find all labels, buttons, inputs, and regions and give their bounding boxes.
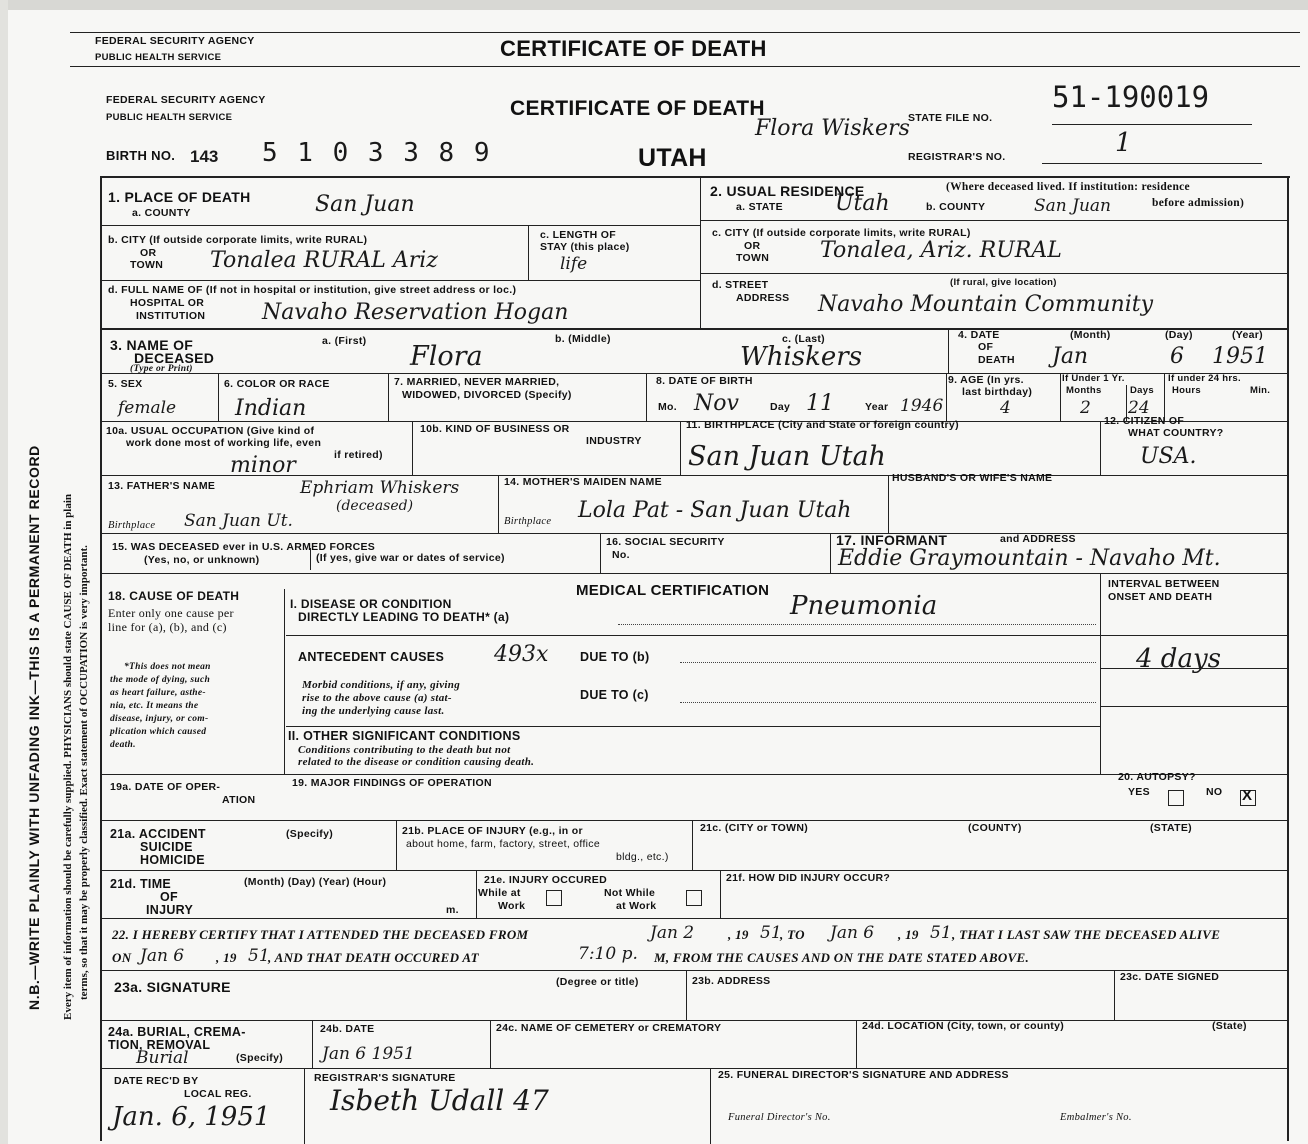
spouse-name-label: HUSBAND'S OR WIFE'S NAME <box>892 472 1053 484</box>
middle-name-label: b. (Middle) <box>555 333 611 345</box>
registrar-label: REGISTRAR'S NO. <box>908 151 1006 163</box>
mother-name-label: 14. MOTHER'S MAIDEN NAME <box>504 476 662 488</box>
state-name: UTAH <box>638 144 707 172</box>
length-of-stay-label-2: STAY (this place) <box>540 241 630 253</box>
residence-city-or: OR <box>744 240 761 252</box>
state-code: 5 1 0 3 3 8 9 <box>262 138 492 168</box>
signature-label: 23a. SIGNATURE <box>114 979 231 995</box>
cause-note-9: death. <box>110 740 136 750</box>
suicide-label: SUICIDE <box>140 840 193 854</box>
time-of-injury-m: m. <box>446 904 459 916</box>
street-address-note: (If rural, give location) <box>950 277 1057 288</box>
name-of-deceased-label-2: DECEASED <box>134 350 215 366</box>
medical-certification-title: MEDICAL CERTIFICATION <box>576 582 770 599</box>
age-label: 9. AGE (In yrs. <box>948 374 1024 386</box>
residence-city-value: Tonalea, Ariz. RURAL <box>820 238 1062 263</box>
signature-degree: (Degree or title) <box>556 976 639 988</box>
dob-day-label: Day <box>770 401 791 413</box>
dob-year: 1946 <box>900 396 944 416</box>
interval-label: INTERVAL BETWEEN <box>1108 578 1220 590</box>
armed-forces-label-3: (If yes, give war or dates of service) <box>316 552 505 564</box>
city-town: TOWN <box>130 259 164 271</box>
hospital-label-3: INSTITUTION <box>136 310 206 322</box>
certify-line-2b: , 19 <box>216 950 237 965</box>
time-of-injury-of: OF <box>160 890 178 904</box>
hospital-label-2: HOSPITAL OR <box>130 297 205 309</box>
business-label-2: INDUSTRY <box>586 435 642 447</box>
date-of-death-label-3: DEATH <box>978 354 1015 366</box>
city-label: b. CITY (If outside corporate limits, write RURAL) <box>108 234 368 246</box>
citizen-label-2: WHAT COUNTRY? <box>1128 427 1224 439</box>
disease-label-2: DIRECTLY LEADING TO DEATH* (a) <box>298 610 510 624</box>
dob-day: 11 <box>806 391 834 416</box>
under-1yr-label: If Under 1 Yr. <box>1062 373 1125 384</box>
age-value: 4 <box>1000 398 1011 418</box>
county-label: a. COUNTY <box>132 207 191 219</box>
certify-to: Jan 6 <box>830 923 875 943</box>
date-signed-label: 23c. DATE SIGNED <box>1120 971 1220 983</box>
last-name-value: Whiskers <box>740 342 863 372</box>
funeral-director-no: Funeral Director's No. <box>728 1112 831 1123</box>
how-injury-label: 21f. HOW DID INJURY OCCUR? <box>726 872 891 884</box>
injury-occurred-label: 21e. INJURY OCCURED <box>484 874 607 886</box>
certify-line-1b: , 19 <box>728 927 749 942</box>
burial-state-label: (State) <box>1212 1020 1247 1032</box>
injury-at-work: at Work <box>616 900 657 912</box>
autopsy-no-label: NO <box>1206 786 1223 798</box>
marital-label: 7. MARRIED, NEVER MARRIED, <box>394 376 560 388</box>
cause-note-6: nia, etc. It means the <box>110 701 199 711</box>
birth-no: 143 <box>190 147 219 166</box>
length-of-stay-value: life <box>560 254 588 274</box>
cause-note-5: as heart failure, asthe- <box>110 688 206 698</box>
father-birthplace-value: San Juan Ut. <box>184 511 293 531</box>
county-value: San Juan <box>315 192 415 217</box>
death-year: 1951 <box>1212 344 1268 369</box>
interval-value: 4 days <box>1136 644 1221 674</box>
injury-at-work-checkbox[interactable] <box>546 890 562 906</box>
informant-value: Eddie Graymountain - Navaho Mt. <box>838 546 1221 571</box>
days-label: Days <box>1130 385 1154 396</box>
death-month: Jan <box>1052 344 1089 369</box>
state-file-no: 51-190019 <box>1052 80 1210 114</box>
burial-date-value: Jan 6 1951 <box>322 1044 415 1064</box>
occupation-label: 10a. USUAL OCCUPATION (Give kind of <box>106 425 315 437</box>
city-value: Tonalea RURAL Ariz <box>210 248 438 273</box>
certify-line-1c: , TO <box>780 927 805 942</box>
burial-label-2: TION, REMOVAL <box>108 1038 211 1052</box>
injury-while-at: While at <box>478 887 521 899</box>
last-name-label: c. (Last) <box>782 333 825 345</box>
name-handwritten: Flora Wiskers <box>755 116 910 141</box>
occupation-label-3: if retired) <box>334 449 383 461</box>
cause-note-3: *This does not mean <box>124 662 211 672</box>
armed-forces-label-2: (Yes, no, or unknown) <box>144 554 260 566</box>
under-24hrs-label: If under 24 hrs. <box>1168 373 1241 384</box>
autopsy-label: 20. AUTOPSY? <box>1118 771 1196 783</box>
months-value: 2 <box>1080 398 1091 418</box>
certify-line-1a: 22. I HEREBY CERTIFY THAT I ATTENDED THE DECEASED FROM <box>112 927 529 942</box>
residence-city-town: TOWN <box>736 252 770 264</box>
time-of-injury-cols: (Month) (Day) (Year) (Hour) <box>244 876 387 888</box>
permanent-record-notice: N.B.—WRITE PLAINLY WITH UNFADING INK—THIS IS A PERMANENT RECORD <box>26 445 42 1010</box>
morbid-note-2: rise to the above cause (a) stat- <box>302 692 452 704</box>
min-label: Min. <box>1250 385 1271 396</box>
death-day: 6 <box>1170 344 1184 369</box>
death-day-label: (Day) <box>1165 329 1193 341</box>
father-name-label: 13. FATHER'S NAME <box>108 480 216 492</box>
place-of-injury-label-3: bldg., etc.) <box>616 851 669 863</box>
registrar-signature-value: Isbeth Udall 47 <box>330 1084 549 1117</box>
hours-label: Hours <box>1172 385 1201 396</box>
disease-label: I. DISEASE OR CONDITION <box>290 597 452 611</box>
race-label: 6. COLOR OR RACE <box>224 378 330 390</box>
usual-residence-note-2: before admission) <box>1152 197 1245 209</box>
state-file-label: STATE FILE NO. <box>908 112 993 124</box>
months-label: Months <box>1066 385 1102 396</box>
autopsy-yes-label: YES <box>1128 786 1150 798</box>
injury-county-label: (COUNTY) <box>968 822 1022 834</box>
date-received-label: DATE REC'D BY <box>114 1075 199 1087</box>
citizen-value: USA. <box>1140 444 1197 469</box>
autopsy-yes-checkbox[interactable] <box>1168 790 1184 806</box>
first-name-value: Flora <box>410 341 483 372</box>
due-to-b: DUE TO (b) <box>580 650 650 664</box>
place-of-injury-label-2: about home, farm, factory, street, office <box>406 838 600 850</box>
burial-location-label: 24d. LOCATION (City, town, or county) <box>862 1020 1065 1032</box>
certify-line-1e: , THAT I LAST SAW THE DECEASED ALIVE <box>952 927 1221 942</box>
first-name-label: a. (First) <box>322 335 367 347</box>
street-address-label: d. STREET <box>712 279 769 291</box>
citizen-label: 12. CITIZEN OF <box>1104 415 1185 427</box>
informant-label: 17. INFORMANT <box>836 532 948 548</box>
dob-label: 8. DATE OF BIRTH <box>656 375 753 387</box>
certify-on: Jan 6 <box>140 946 185 966</box>
burial-value: Burial <box>136 1048 189 1068</box>
injury-not-while: Not While <box>604 887 656 899</box>
cemetery-label: 24c. NAME OF CEMETERY or CREMATORY <box>496 1022 722 1034</box>
armed-forces-label: 15. WAS DECEASED ever in U.S. ARMED FORCES <box>112 541 376 553</box>
certify-from: Jan 2 <box>650 923 695 943</box>
burial-label: 24a. BURIAL, CREMA- <box>108 1025 246 1039</box>
date-of-death-label: 4. DATE <box>958 329 1000 341</box>
place-of-death-label: 1. PLACE OF DEATH <box>108 189 251 205</box>
father-name-note: (deceased) <box>336 498 414 514</box>
morbid-note-3: ing the underlying cause last. <box>302 705 445 717</box>
accident-label: 21a. ACCIDENT <box>110 827 206 841</box>
residence-county-value: San Juan <box>1034 196 1111 216</box>
date-received-label-2: LOCAL REG. <box>184 1088 252 1100</box>
certify-line-2a: ON <box>112 950 132 965</box>
name-type-note: (Type or Print) <box>130 364 193 374</box>
page-title: CERTIFICATE OF DEATH <box>510 97 765 120</box>
length-of-stay-label: c. LENGTH OF <box>540 229 616 241</box>
homicide-label: HOMICIDE <box>140 853 205 867</box>
certify-line-2c: , AND THAT DEATH OCCURED AT <box>268 950 479 965</box>
social-security-no-label: No. <box>612 549 630 561</box>
accident-specify: (Specify) <box>286 828 334 840</box>
birthplace-value: San Juan Utah <box>688 441 886 472</box>
operation-date-label: 19a. DATE OF OPER- <box>110 781 221 793</box>
age-label-2: last birthday) <box>962 386 1033 398</box>
cause-note-7: disease, injury, or com- <box>110 714 209 724</box>
mother-birthplace-label: Birthplace <box>504 516 552 527</box>
dob-mo: Nov <box>694 391 739 416</box>
city-or: OR <box>140 247 157 259</box>
operation-date-label-2: ATION <box>222 794 256 806</box>
burial-specify: (Specify) <box>236 1052 284 1064</box>
injury-city-label: 21c. (CITY or TOWN) <box>700 822 808 834</box>
due-to-c: DUE TO (c) <box>580 688 649 702</box>
autopsy-no-mark: X <box>1242 787 1253 804</box>
title-top: CERTIFICATE OF DEATH <box>500 36 767 61</box>
residence-city-label: c. CITY (If outside corporate limits, write RURAL) <box>712 227 971 239</box>
sex-label: 5. SEX <box>108 378 143 390</box>
certify-on-year: 51 <box>248 946 270 966</box>
place-of-injury-label: 21b. PLACE OF INJURY (e.g., in or <box>402 825 583 837</box>
operation-findings-label: 19. MAJOR FINDINGS OF OPERATION <box>292 777 492 789</box>
dob-year-label: Year <box>865 401 889 413</box>
hospital-value: Navaho Reservation Hogan <box>262 300 569 325</box>
cause-note-8: plication which caused <box>110 727 207 737</box>
street-address-value: Navaho Mountain Community <box>818 292 1154 317</box>
cause-of-death-label: 18. CAUSE OF DEATH <box>108 589 240 603</box>
injury-not-at-work-checkbox[interactable] <box>686 890 702 906</box>
certify-time: 7:10 p. <box>578 944 638 964</box>
dob-mo-label: Mo. <box>658 401 677 413</box>
date-of-death-of: OF <box>978 341 994 353</box>
time-of-injury-label: 21d. TIME <box>110 877 172 891</box>
cause-note-4: the mode of dying, such <box>110 675 211 685</box>
registrar-signature-label: REGISTRAR'S SIGNATURE <box>314 1072 456 1084</box>
cause-note-1: Enter only one cause per <box>108 606 234 620</box>
date-received-value: Jan. 6, 1951 <box>112 1102 271 1132</box>
agency-top: FEDERAL SECURITY AGENCY <box>95 35 255 47</box>
father-name-value: Ephriam Whiskers <box>300 478 460 498</box>
other-conditions-label: II. OTHER SIGNIFICANT CONDITIONS <box>288 729 521 743</box>
residence-state-label: a. STATE <box>736 201 783 213</box>
injury-state-label: (STATE) <box>1150 822 1192 834</box>
residence-county-label: b. COUNTY <box>926 201 986 213</box>
name-of-deceased-label: 3. NAME OF <box>110 337 194 353</box>
time-of-injury-label-3: INJURY <box>146 903 194 917</box>
days-value: 24 <box>1128 398 1150 418</box>
antecedent-label: ANTECEDENT CAUSES <box>298 650 445 664</box>
death-month-label: (Month) <box>1070 329 1111 341</box>
father-birthplace-label: Birthplace <box>108 520 156 531</box>
hospital-label: d. FULL NAME OF (If not in hospital or institution, give street address or loc.) <box>108 284 517 296</box>
agency: FEDERAL SECURITY AGENCY <box>106 94 266 106</box>
burial-date-label: 24b. DATE <box>320 1023 375 1035</box>
death-year-label: (Year) <box>1232 329 1263 341</box>
funeral-director-label: 25. FUNERAL DIRECTOR'S SIGNATURE AND ADDRESS <box>718 1069 1009 1081</box>
scan-left-edge <box>0 0 8 1144</box>
certify-line-2d: M, FROM THE CAUSES AND ON THE DATE STATED ABOVE. <box>654 950 1029 965</box>
occupation-label-2: work done most of working life, even <box>126 437 322 449</box>
embalmer-no: Embalmer's No. <box>1060 1112 1132 1123</box>
certify-to-year: 51 <box>930 923 952 943</box>
race-value: Indian <box>235 396 307 421</box>
birth-no-label: BIRTH NO. <box>106 148 176 163</box>
business-label: 10b. KIND OF BUSINESS OR <box>420 423 570 435</box>
certify-from-year: 51 <box>760 923 782 943</box>
social-security-label: 16. SOCIAL SECURITY <box>606 536 725 548</box>
street-address-label-2: ADDRESS <box>736 292 790 304</box>
certify-line-1d: , 19 <box>898 927 919 942</box>
registrar-no: 1 <box>1115 128 1132 158</box>
injury-work: Work <box>498 900 526 912</box>
usual-residence-label: 2. USUAL RESIDENCE <box>710 183 865 199</box>
disease-value: Pneumonia <box>790 591 938 621</box>
mother-name-value: Lola Pat - San Juan Utah <box>578 498 852 523</box>
instruction-line-1: Every item of information should be carefully supplied. PHYSICIANS should state CAUSE OF DEATH in plain <box>62 493 74 1020</box>
other-conditions-note-2: related to the disease or condition causing death. <box>298 756 535 768</box>
informant-address-label: and ADDRESS <box>1000 533 1076 545</box>
scan-top-edge <box>0 0 1308 10</box>
service: PUBLIC HEALTH SERVICE <box>106 112 233 123</box>
interval-label-2: ONSET AND DEATH <box>1108 591 1213 603</box>
service-top: PUBLIC HEALTH SERVICE <box>95 52 222 63</box>
morbid-note-1: Morbid conditions, if any, giving <box>302 679 461 691</box>
address-label: 23b. ADDRESS <box>692 975 771 987</box>
instruction-line-2: terms, so that it may be properly classified. Exact statement of OCCUPATION is very important. <box>78 545 90 1000</box>
occupation-value: minor <box>230 453 296 478</box>
birthplace-label: 11. BIRTHPLACE (City and State or foreign country) <box>686 419 959 431</box>
sex-value: female <box>118 398 177 418</box>
marital-label-2: WIDOWED, DIVORCED (Specify) <box>402 389 572 401</box>
usual-residence-note: (Where deceased lived. If institution: residence <box>946 181 1190 193</box>
residence-state-value: Utah <box>835 191 890 216</box>
other-conditions-note: Conditions contributing to the death but not <box>298 744 511 756</box>
antecedent-code: 493x <box>494 642 549 667</box>
cause-note-2: line for (a), (b), and (c) <box>108 620 227 634</box>
